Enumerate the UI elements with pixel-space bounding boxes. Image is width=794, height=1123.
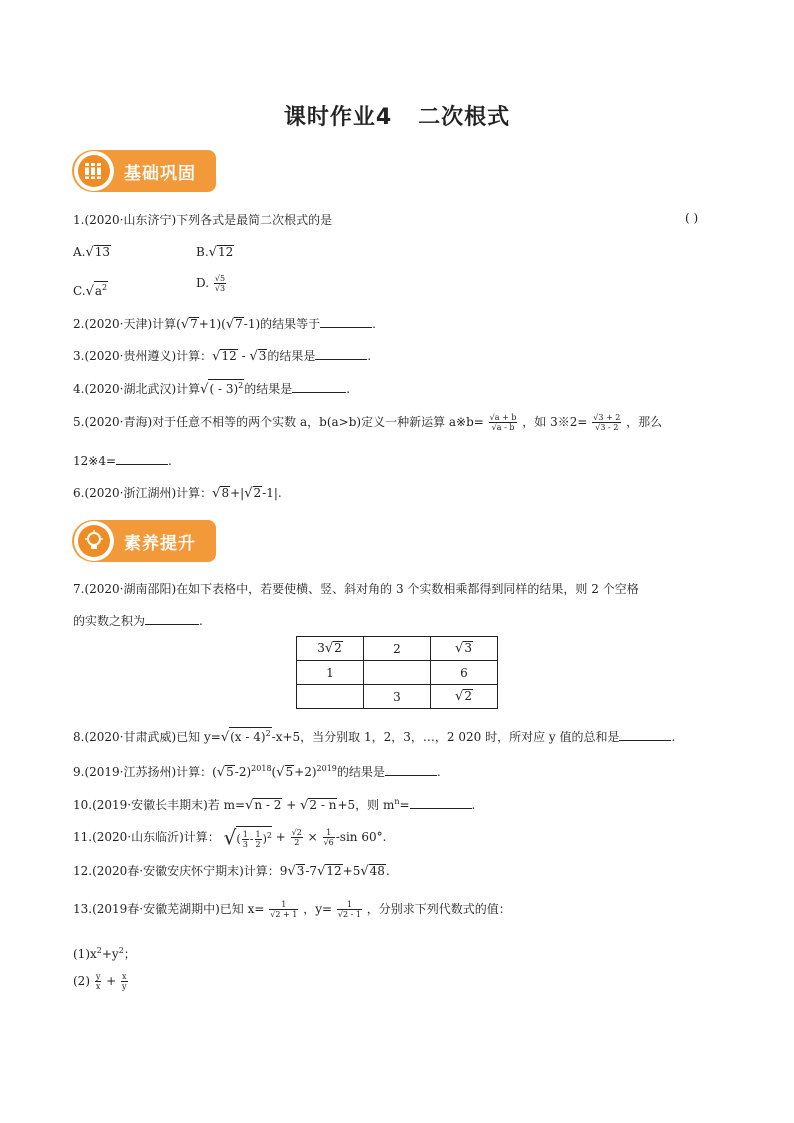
table-cell: √2 — [431, 685, 498, 709]
answer-blank[interactable] — [320, 315, 372, 328]
answer-blank[interactable] — [145, 612, 199, 625]
answer-paren: ( ) — [685, 211, 699, 225]
table-cell: 1 — [297, 661, 364, 685]
answer-blank[interactable] — [410, 796, 472, 809]
table-row — [297, 637, 498, 661]
question-8: 8.(2020·甘肃武威)已知 y=√(x - 4)$^2$-x+5，当分别取 1，2，3，…，2 020 时，所对应 y 值的总和是 . — [73, 729, 676, 745]
answer-blank[interactable] — [619, 728, 671, 741]
answer-blank[interactable] — [385, 763, 437, 776]
section-banner-advanced — [72, 520, 216, 562]
question-13-part2: (2) $\frac{y}{x}$ + $\frac{x}{y}$ — [73, 972, 127, 991]
question-13-part1: $(1)x^2+y^2$； — [73, 946, 136, 961]
question-10: 10.(2019·安徽长丰期末)若 m=√n - 2 + √2 - n+5，则 $m^n=$ . — [73, 797, 476, 813]
table-cell: 6 — [431, 661, 498, 685]
question-13: 13.(2019春·安徽芜湖期中)已知 x= $\frac{1}{√2 + 1}$ ，y= $\frac{1}{√2 - 1}$ ，分别求下列代数式的值： — [73, 900, 511, 919]
lightbulb-icon — [78, 525, 110, 557]
section-label: 基础巩固 — [124, 163, 196, 184]
option-b: B.√12 — [196, 245, 234, 260]
table-cell-empty[interactable] — [364, 661, 431, 685]
option-a: A.√13 — [73, 245, 111, 260]
question-7: 7.(2020·湖南邵阳)在如下表格中，若要使横、竖、斜对角的 3 个实数相乘都得到同样的结果，则 2 个空格 — [73, 582, 639, 596]
question-2: 2.(2020·天津)计算(√7+1)(√7-1)的结果等于 . — [73, 317, 376, 332]
question-1: 1.(2020·山东济宁)下列各式是最简二次根式的是 — [73, 213, 333, 227]
table-cell-empty[interactable] — [297, 685, 364, 709]
table-row — [297, 661, 498, 685]
table-cell: 3 — [364, 685, 431, 709]
question-5: 5.(2020·青海)对于任意不相等的两个实数 a，b(a>b)定义一种新运算 a※b= $\frac{√a + b}{√a - b}$ ，如 3※2= $\frac{√3 + 2}{√3 - 2}$ ，那么 — [73, 413, 663, 432]
answer-blank[interactable] — [116, 452, 168, 465]
question-12: 12.(2020春·安徽安庆怀宁期末)计算：9√3-7√12+5√48. — [73, 864, 390, 879]
table-cell: 2 — [364, 637, 431, 661]
books-icon — [78, 155, 110, 187]
question-3: 3.(2020·贵州遵义)计算：√12 - √3的结果是 . — [73, 349, 372, 364]
question-6: 6.(2020·浙江湖州)计算：√8+|√2-1|. — [73, 486, 282, 501]
option-c: $C.√a^2$ — [73, 283, 108, 299]
table-row — [297, 685, 498, 709]
question-11: 11.(2020·山东临沂)计算： √( $\frac{1}{3}$ - $\frac{1}{2}$ )$^2$ + $\frac{√2}{2}$ × $\frac{1}{√6}$ -sin 60°. — [73, 825, 387, 850]
option-d: D. $\frac{√5}{√3}$ — [196, 274, 226, 293]
question-7-line2: 的实数之积为 . — [73, 614, 203, 628]
section-label: 素养提升 — [124, 533, 196, 554]
answer-blank[interactable] — [292, 380, 346, 393]
page-title: 课时作业4 二次根式 — [283, 105, 511, 130]
question-5-line2: 12※4= . — [73, 454, 172, 468]
table-cell: 3√2 — [297, 637, 364, 661]
section-banner-basic — [72, 150, 216, 192]
answer-blank[interactable] — [315, 347, 367, 360]
question-4: 4.(2020·湖北武汉)计算√( - 3)$^2$的结果是 . — [73, 381, 351, 397]
question-9: 9.(2019·江苏扬州)计算：$(√5-2)^{2018}(√5+2)^{2019}$的结果是 . — [73, 764, 441, 780]
magic-square-table — [296, 636, 498, 709]
table-cell: √3 — [431, 637, 498, 661]
